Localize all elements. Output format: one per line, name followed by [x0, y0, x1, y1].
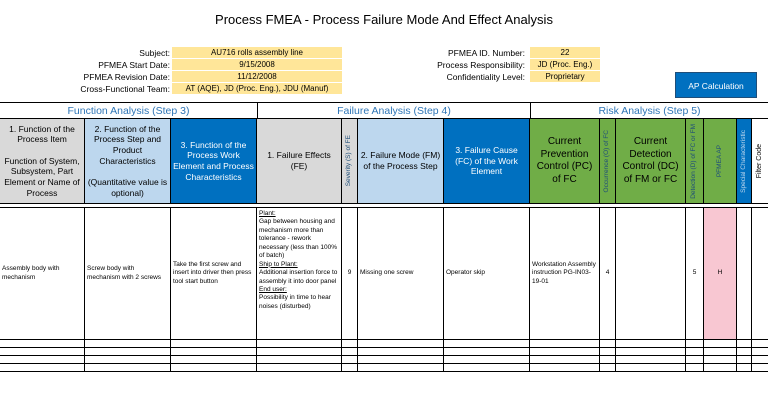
- header-pfmea-ap: [704, 119, 737, 204]
- header-failure-mode: 2. Failure Mode (FM) of the Process Step: [358, 119, 444, 204]
- header-filter-code-text: Filter Code: [755, 143, 763, 179]
- header-process-item-function: 1. Function of the Process Item Function of System, Subsystem, Part Element or Name of Process: [0, 119, 85, 204]
- header-pfmea-ap-text: PFMEA AP: [715, 144, 723, 178]
- cell-failure-mode[interactable]: Missing one screw: [358, 208, 444, 340]
- header-failure-effects: 1. Failure Effects (FE): [257, 119, 342, 204]
- team-field[interactable]: AT (AQE), JD (Proc. Eng.), JDU (Manuf): [172, 83, 342, 94]
- revision-date-label: PFMEA Revision Date:: [83, 72, 170, 82]
- ship-label: Ship to Plant:: [259, 260, 298, 268]
- cell-failure-effects[interactable]: [257, 208, 342, 340]
- grid-line: [84, 340, 85, 372]
- header-detection: [686, 119, 704, 204]
- ap-calculation-button[interactable]: AP Calculation: [675, 72, 757, 98]
- grid-line: [256, 340, 257, 372]
- plant-effect: Gap between housing and mechanism more than tolerance - rework necessary (less than 100% of batch): [259, 218, 338, 260]
- start-date-label: PFMEA Start Date:: [98, 60, 170, 70]
- empty-row[interactable]: [0, 348, 768, 356]
- confidentiality-field[interactable]: Proprietary: [530, 71, 600, 82]
- page-title: Process FMEA - Process Failure Mode And Effect Analysis: [215, 12, 553, 27]
- revision-date-field[interactable]: 11/12/2008: [172, 71, 342, 82]
- cell-detection-control[interactable]: [616, 208, 686, 340]
- cell-process-item[interactable]: Assembly body with mechanism: [0, 208, 85, 340]
- spacer-row: [0, 200, 768, 208]
- cell-detection[interactable]: 5: [686, 208, 704, 340]
- empty-row[interactable]: [0, 364, 768, 372]
- ship-effect: Additional insertion force to assembly it into door panel: [259, 269, 338, 285]
- plant-label: Plant:: [259, 210, 276, 217]
- responsibility-field[interactable]: JD (Proc. Eng.): [530, 59, 600, 70]
- grid-line: [170, 340, 171, 372]
- cell-pfmea-ap[interactable]: H: [704, 208, 737, 340]
- cell-filter-code[interactable]: [752, 208, 768, 340]
- team-label: Cross-Functional Team:: [80, 84, 170, 94]
- cell-work-element[interactable]: Take the first screw and insert into driver then press tool start button: [171, 208, 257, 340]
- empty-row[interactable]: [0, 356, 768, 364]
- start-date-field[interactable]: 9/15/2008: [172, 59, 342, 70]
- header-occurrence-text: Occurrence (O) of FC: [603, 129, 611, 193]
- header-special-characteristic-text: Special Characteristic: [739, 129, 747, 193]
- header-prevention-control: Current Prevention Control (PC) of FC: [530, 119, 600, 204]
- header-detection-text: Detection (D) of FC or FM: [690, 123, 698, 199]
- cell-occurrence[interactable]: 4: [600, 208, 616, 340]
- header-detection-control: Current Detection Control (DC) of FM or FC: [616, 119, 686, 204]
- header-work-element-function: 3. Function of the Process Work Element and Process Characteristics: [171, 119, 257, 204]
- cell-prevention-control[interactable]: Workstation Assembly instruction PG-IN03-19-01: [530, 208, 600, 340]
- section-risk-analysis: Risk Analysis (Step 5): [530, 102, 768, 119]
- pfmea-id-label: PFMEA ID. Number:: [448, 48, 525, 58]
- header-filter-code: [752, 119, 768, 204]
- end-user-effect: Possibility in time to hear noises (disturbed): [259, 294, 331, 310]
- grid-line: [751, 340, 752, 372]
- subject-field[interactable]: AU716 rolls assembly line: [172, 47, 342, 58]
- end-user-label: End user:: [259, 285, 287, 293]
- grid-line: [599, 340, 600, 372]
- cell-process-step[interactable]: Screw body with mechanism with 2 screws: [85, 208, 171, 340]
- grid-line: [703, 340, 704, 372]
- pfmea-id-field[interactable]: 22: [530, 47, 600, 58]
- header-severity-text: Severity (S) of FE: [345, 135, 353, 187]
- subject-label: Subject:: [139, 48, 170, 58]
- grid-line: [736, 340, 737, 372]
- grid-line: [529, 340, 530, 372]
- section-function-analysis: Function Analysis (Step 3): [0, 102, 257, 119]
- confidentiality-label: Confidentiality Level:: [446, 72, 525, 82]
- header-occurrence: [600, 119, 616, 204]
- header-severity: [342, 119, 358, 204]
- grid-line: [341, 340, 342, 372]
- cell-failure-cause[interactable]: Operator skip: [444, 208, 530, 340]
- grid-line: [685, 340, 686, 372]
- grid-line: [615, 340, 616, 372]
- grid-line: [357, 340, 358, 372]
- empty-row[interactable]: [0, 340, 768, 348]
- responsibility-label: Process Responsibility:: [437, 60, 525, 70]
- section-failure-analysis: Failure Analysis (Step 4): [257, 102, 530, 119]
- header-failure-cause: 3. Failure Cause (FC) of the Work Element: [444, 119, 530, 204]
- grid-line: [443, 340, 444, 372]
- header-special-characteristic: [737, 119, 752, 204]
- header-process-step-function: 2. Function of the Process Step and Product Characteristics (Quantitative value is optional): [85, 119, 171, 204]
- cell-special-characteristic[interactable]: [737, 208, 752, 340]
- cell-severity[interactable]: 9: [342, 208, 358, 340]
